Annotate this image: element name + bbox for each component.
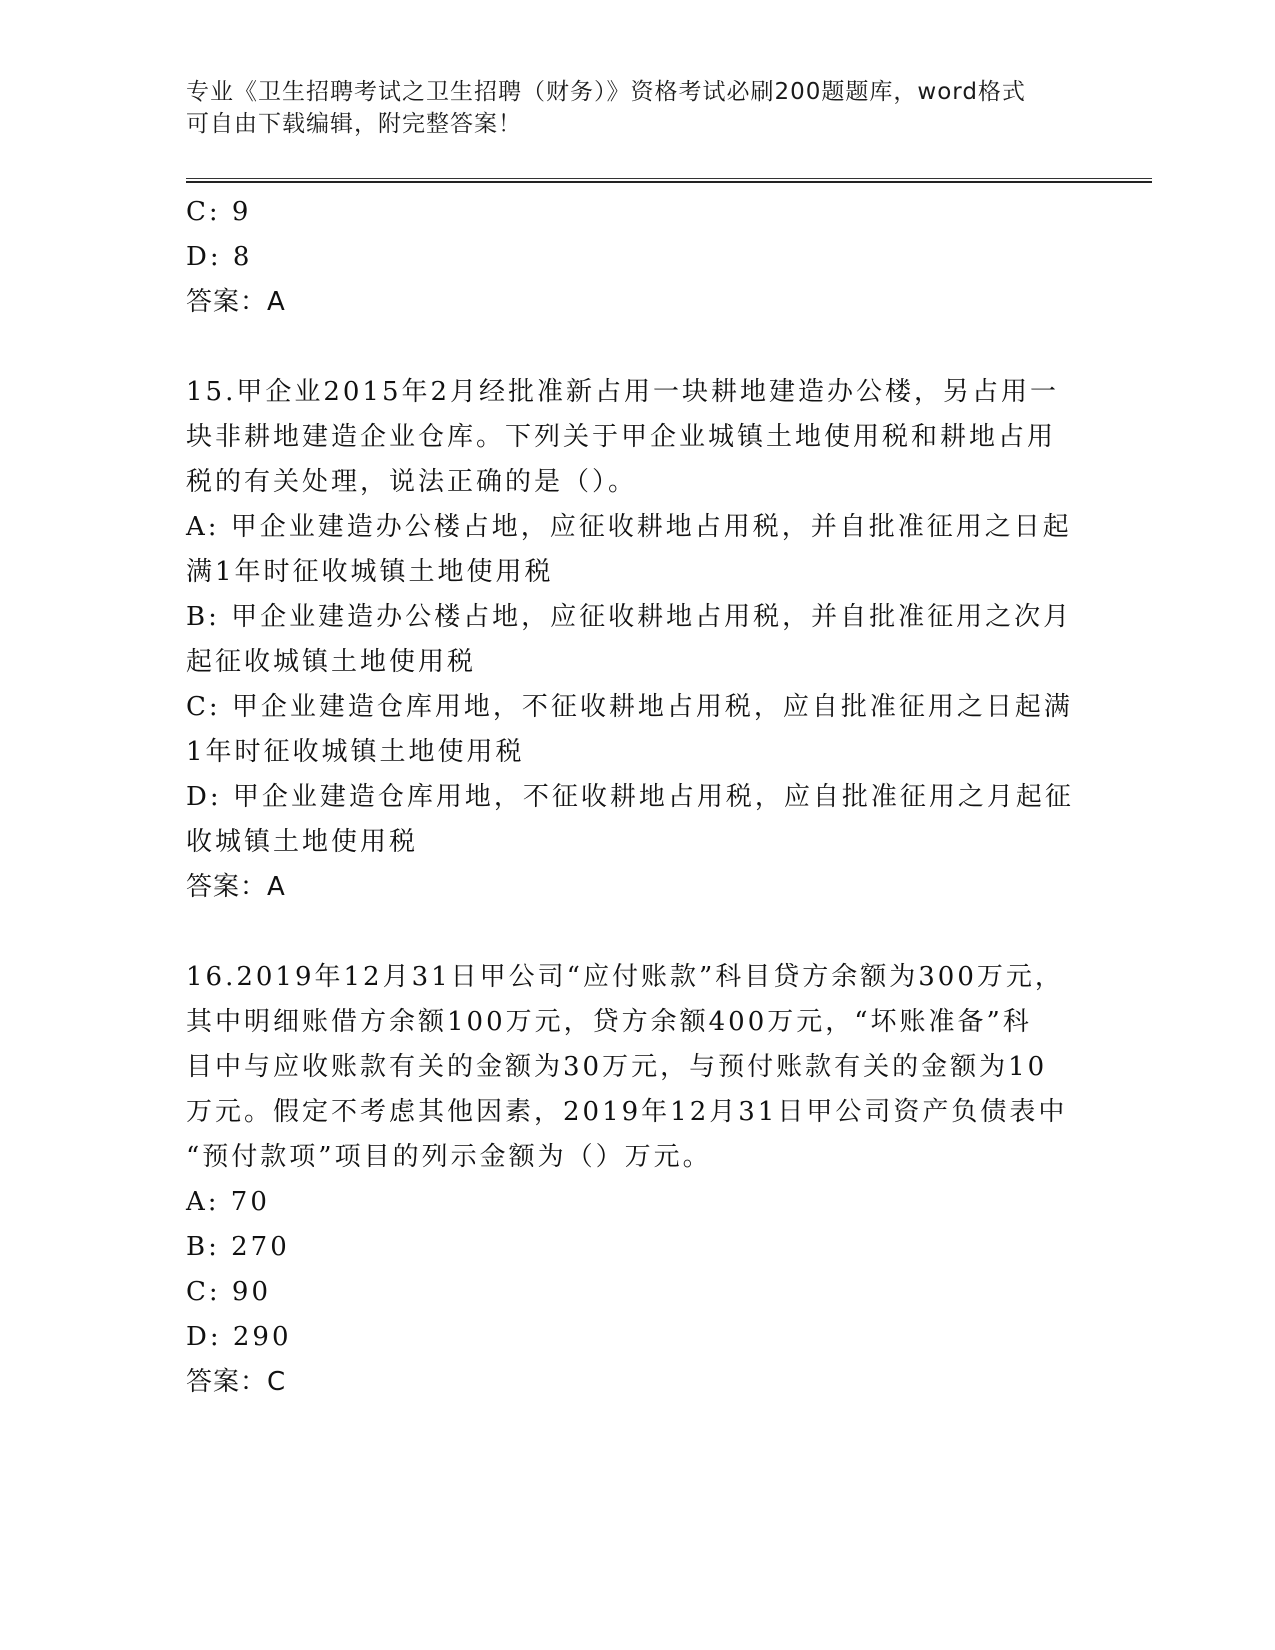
question-16: [186, 955, 1076, 1405]
q15-option-b-line-1: B: 甲企业建造办公楼占地，应征收耕地占用税，并自批准征用之次月: [186, 602, 1073, 632]
q15-text-line-1: 15.甲企业2015年2月经批准新占用一块耕地建造办公楼，另占用一: [186, 377, 1060, 407]
prev-answer: 答案：A: [186, 287, 286, 317]
header-divider-thick: [186, 181, 1152, 183]
q15-option-b-line-2: 起征收城镇土地使用税: [186, 647, 477, 677]
q16-option-b: B: 270: [186, 1232, 290, 1262]
prev-option-c: C: 9: [186, 197, 252, 227]
header-line-2: 可自由下载编辑，附完整答案！: [186, 111, 522, 137]
q15-option-c-line-1: C: 甲企业建造仓库用地，不征收耕地占用税，应自批准征用之日起满: [186, 692, 1073, 722]
document-body: [186, 190, 1076, 1405]
q16-text-line-3: 目中与应收账款有关的金额为30万元，与预付账款有关的金额为10: [186, 1052, 1048, 1082]
question-15: [186, 370, 1076, 910]
q15-answer: 答案：A: [186, 872, 286, 902]
q16-text-line-2: 其中明细账借方余额100万元，贷方余额400万元，“坏账准备”科: [186, 1007, 1032, 1037]
q16-option-d: D: 290: [186, 1322, 292, 1352]
q15-text-line-2: 块非耕地建造企业仓库。下列关于甲企业城镇土地使用税和耕地占用: [186, 422, 1057, 452]
header-divider-thin: [186, 178, 1152, 179]
q15-option-d-line-2: 收城镇土地使用税: [186, 827, 419, 857]
q16-answer: 答案：C: [186, 1367, 287, 1397]
q15-text-line-3: 税的有关处理，说法正确的是（）。: [186, 467, 638, 497]
page-header: [186, 76, 1066, 140]
prev-option-d: D: 8: [186, 242, 253, 272]
q15-option-d-line-1: D: 甲企业建造仓库用地，不征收耕地占用税，应自批准征用之月起征: [186, 782, 1074, 812]
q16-option-a: A: 70: [186, 1187, 270, 1217]
q15-option-c-line-2: 1年时征收城镇土地使用税: [186, 737, 525, 767]
q15-option-a-line-1: A: 甲企业建造办公楼占地，应征收耕地占用税，并自批准征用之日起: [186, 512, 1072, 542]
prev-question: [186, 190, 1076, 325]
spacer: [186, 325, 1076, 370]
q16-option-c: C: 90: [186, 1277, 272, 1307]
q15-option-a-line-2: 满1年时征收城镇土地使用税: [186, 557, 554, 587]
spacer: [186, 910, 1076, 955]
header-line-1: 专业《卫生招聘考试之卫生招聘（财务）》资格考试必刷200题题库，word格式: [186, 79, 1026, 105]
q16-text-line-4: 万元。假定不考虑其他因素，2019年12月31日甲公司资产负债表中: [186, 1097, 1068, 1127]
q16-text-line-5: “预付款项”项目的列示金额为（）万元。: [186, 1142, 712, 1172]
q16-text-line-1: 16.2019年12月31日甲公司“应付账款”科目贷方余额为300万元，: [186, 962, 1064, 992]
